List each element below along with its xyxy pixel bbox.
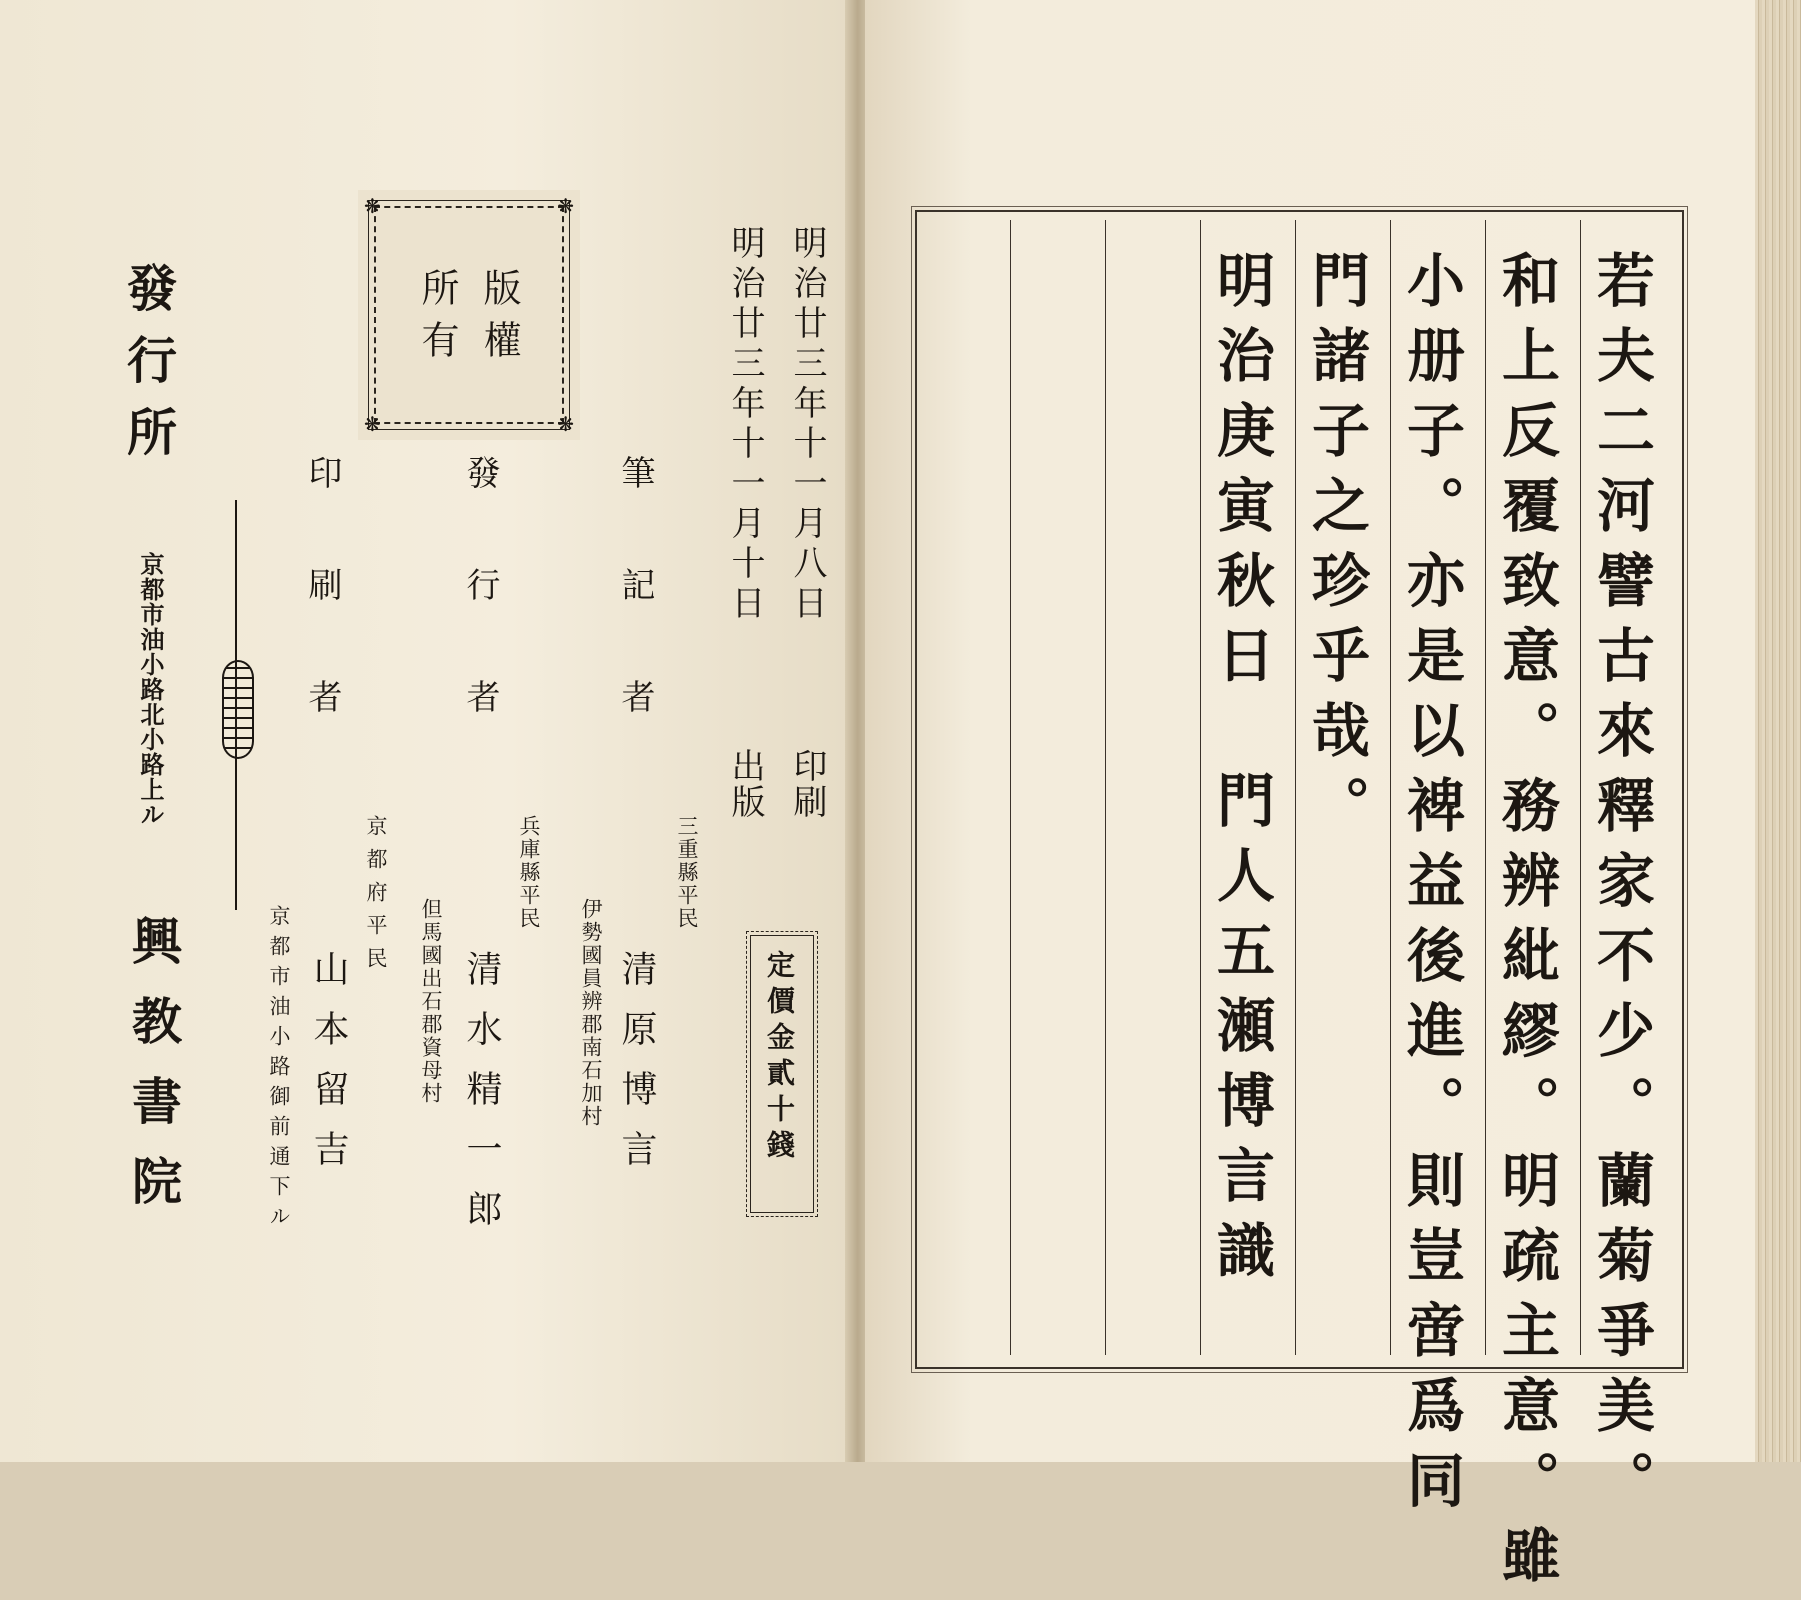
column-rule [1390, 220, 1391, 1355]
afterword-line-4: 門諸子之珍乎哉。 [1302, 250, 1370, 850]
column-rule [1105, 220, 1106, 1355]
publish-date: 明治廿三年十一月十日 [725, 225, 765, 625]
afterword-line-3: 小册子。亦是以裨益後進。則豈啻爲同 [1397, 250, 1465, 1525]
column-rule [1010, 220, 1011, 1355]
publish-label: 出版 [725, 748, 765, 820]
column-rule [1485, 220, 1486, 1355]
column-rule [1580, 220, 1581, 1355]
writer-name: 清原博言 [616, 950, 657, 1190]
corner-ornament-icon: ❋ [557, 412, 574, 436]
column-rule [1200, 220, 1201, 1355]
writer-address: 伊勢國員辨郡南石加村 [579, 898, 603, 1128]
print-date: 明治廿三年十一月八日 [787, 225, 827, 625]
divider-ornament-icon [222, 660, 254, 759]
afterword-line-1: 若夫二河譬古來釋家不少。蘭菊爭美。 [1587, 250, 1655, 1525]
printer-domicile: 京都府平民 [364, 815, 388, 980]
corner-ornament-icon: ❋ [557, 194, 574, 218]
publishing-house-name: 興教書院 [124, 915, 183, 1235]
corner-ornament-icon: ❋ [364, 194, 381, 218]
publisher-address: 但馬國出石郡資母村 [419, 898, 443, 1105]
afterword-line-2: 和上反覆致意。務辨紕繆。明疏主意。雖 [1492, 250, 1560, 1600]
afterword-date: 明治庚寅秋日 [1207, 250, 1275, 700]
column-rule [1295, 220, 1296, 1355]
publishing-house-address: 京都市油小路北小路上ル [136, 552, 165, 827]
printer-name: 山本留吉 [308, 950, 349, 1190]
stamp-border [374, 206, 564, 424]
writer-role: 筆記者 [615, 455, 655, 791]
print-label: 印刷 [787, 748, 827, 820]
publishing-house-label: 發行所 [119, 262, 178, 478]
writer-domicile: 三重縣平民 [675, 815, 699, 930]
afterword-signature: 門人五瀬博言識 [1207, 770, 1275, 1295]
text-frame [915, 210, 1684, 1369]
stamp-text-left: 所有 [415, 268, 459, 372]
printer-address: 京都市油小路御前通下ル [267, 905, 291, 1235]
copyright-stamp [358, 190, 580, 440]
publisher-role: 發行者 [460, 455, 500, 791]
page-edges [1755, 0, 1801, 1462]
stamp-text-right: 版權 [477, 268, 521, 372]
corner-ornament-icon: ❋ [364, 412, 381, 436]
publisher-domicile: 兵庫縣平民 [517, 815, 541, 930]
printer-role: 印刷者 [302, 455, 342, 791]
price-text: 定價金貳十錢 [763, 950, 796, 1166]
publisher-name: 清水精一郎 [461, 950, 502, 1250]
